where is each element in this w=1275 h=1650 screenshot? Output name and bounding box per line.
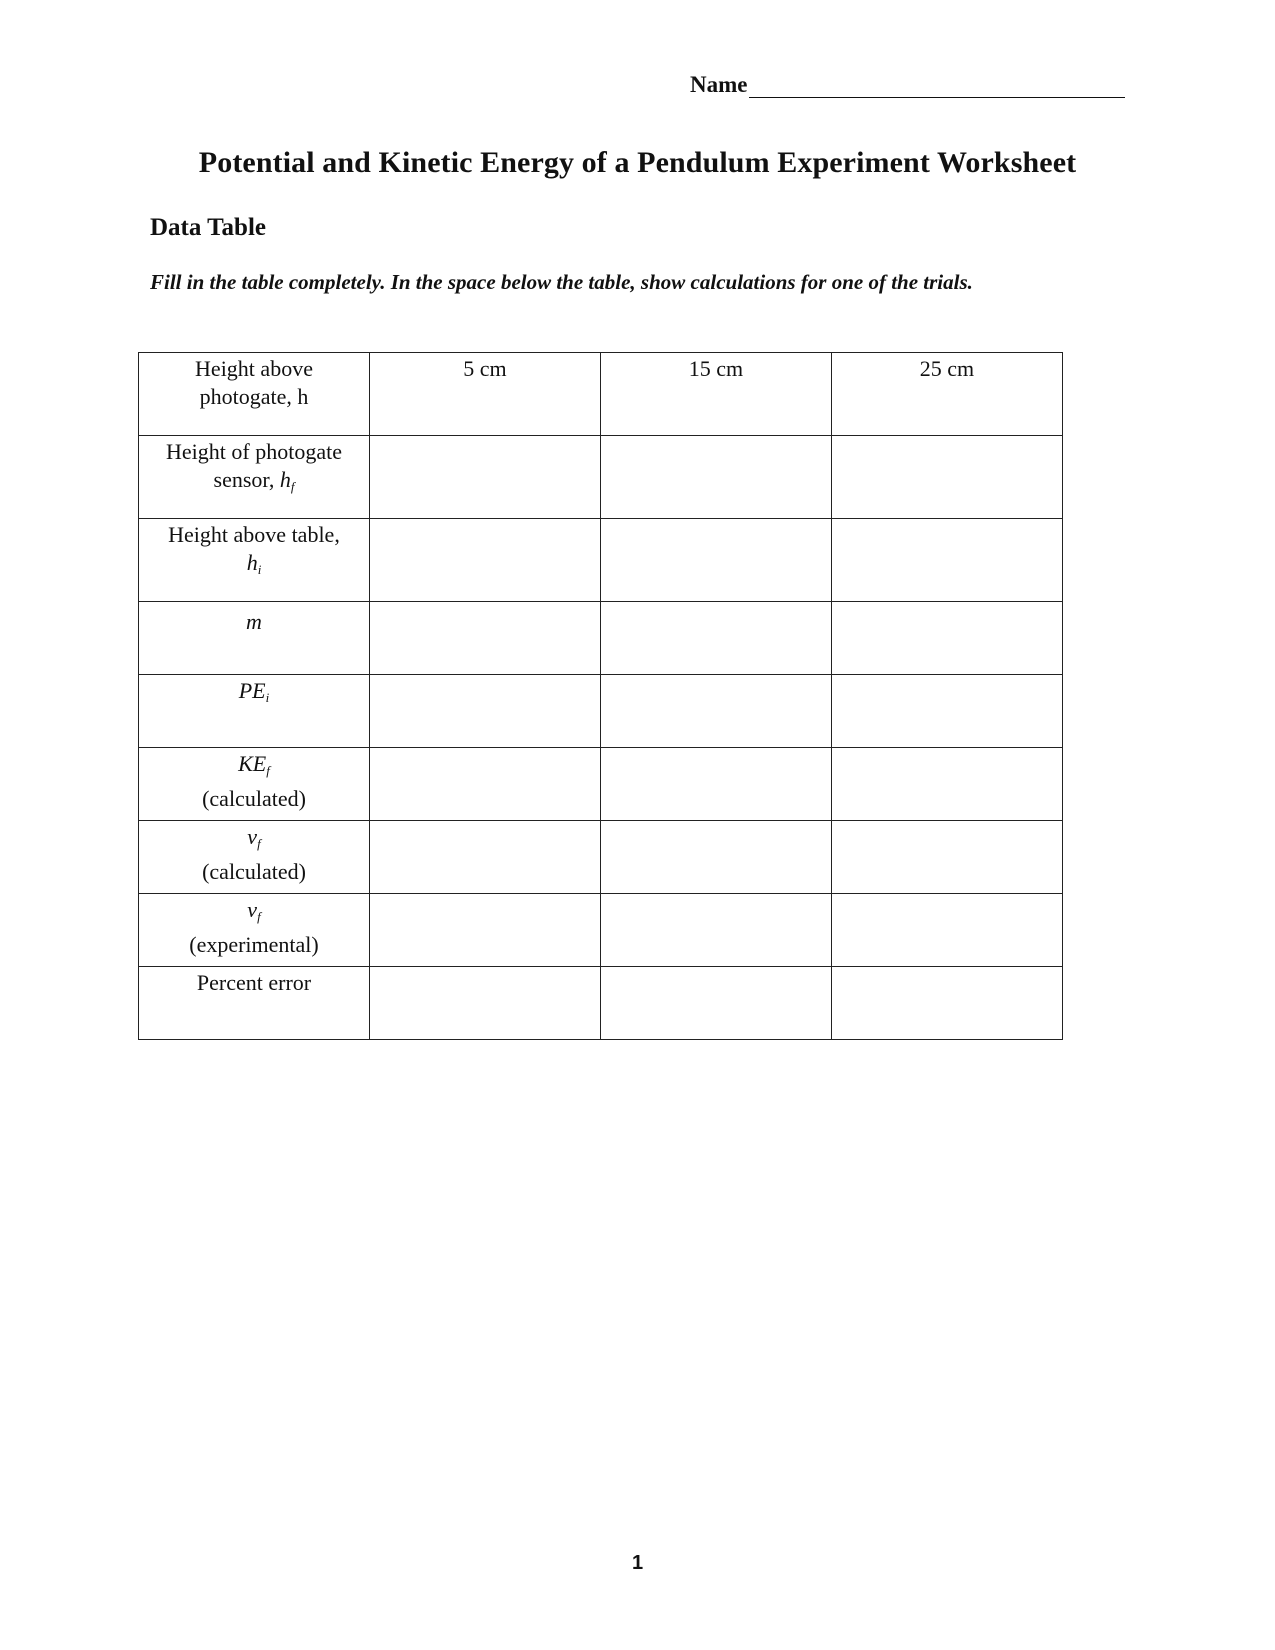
row-label-line (143, 896, 365, 931)
row-label (139, 436, 370, 519)
row-label-note: (experimental) (189, 932, 319, 957)
table-row (139, 748, 1063, 821)
row-symbol: h (279, 467, 291, 492)
row-symbol: v (247, 897, 258, 922)
data-cell[interactable] (832, 436, 1063, 519)
data-cell[interactable] (601, 894, 832, 967)
row-subscript: i (257, 562, 262, 577)
table-row (139, 894, 1063, 967)
row-label (139, 894, 370, 967)
row-label (139, 967, 370, 1040)
row-label-line: photogate, h (199, 384, 309, 409)
data-cell[interactable] (832, 894, 1063, 967)
row-label-line (143, 466, 365, 501)
row-subscript: f (290, 479, 295, 494)
page-number: 1 (631, 1552, 644, 1574)
data-cell[interactable] (370, 967, 601, 1040)
table-row (139, 602, 1063, 675)
row-label (139, 748, 370, 821)
section-heading: Data Table (150, 214, 267, 241)
data-cell[interactable] (370, 748, 601, 821)
data-cell[interactable] (601, 602, 832, 675)
data-cell[interactable] (370, 821, 601, 894)
column-header: 5 cm (370, 353, 601, 436)
row-symbol: KE (238, 751, 267, 776)
data-cell[interactable] (601, 748, 832, 821)
data-cell[interactable] (370, 894, 601, 967)
row-label-line (143, 604, 365, 636)
row-label-line (143, 750, 365, 785)
row-label (139, 353, 370, 436)
row-label (139, 675, 370, 748)
instructions: Fill in the table completely. In the space below the table, show calculations for one of the trials. (150, 270, 973, 294)
row-symbol: m (246, 609, 262, 634)
table-row (139, 821, 1063, 894)
name-label: Name (690, 72, 748, 97)
row-label-line: Height of photogate (166, 439, 342, 464)
data-cell[interactable] (370, 519, 601, 602)
data-cell[interactable] (370, 436, 601, 519)
data-cell[interactable] (601, 967, 832, 1040)
data-cell[interactable] (832, 748, 1063, 821)
data-cell[interactable] (370, 602, 601, 675)
row-label-line (143, 823, 365, 858)
row-label (139, 602, 370, 675)
row-label-note: (calculated) (202, 859, 306, 884)
row-subscript: i (265, 690, 270, 705)
data-table (138, 352, 1063, 1040)
data-cell[interactable] (601, 519, 832, 602)
table-row (139, 436, 1063, 519)
table-row (139, 353, 1063, 436)
row-label-line: Height above (195, 356, 313, 381)
row-label-note: (calculated) (202, 786, 306, 811)
table-row (139, 967, 1063, 1040)
name-blank-line[interactable] (749, 75, 1125, 98)
data-cell[interactable] (832, 602, 1063, 675)
data-cell[interactable] (601, 675, 832, 748)
row-label-line: Height above table, (168, 522, 340, 547)
row-symbol: h (246, 550, 258, 575)
row-label (139, 821, 370, 894)
row-subscript: f (257, 836, 261, 851)
data-cell[interactable] (832, 675, 1063, 748)
column-header: 15 cm (601, 353, 832, 436)
worksheet-title: Potential and Kinetic Energy of a Pendulum Experiment Worksheet (198, 146, 1077, 179)
data-cell[interactable] (601, 821, 832, 894)
data-cell[interactable] (832, 967, 1063, 1040)
row-label-line (143, 549, 365, 584)
data-cell[interactable] (832, 821, 1063, 894)
row-label-line: Percent error (196, 970, 312, 995)
data-cell[interactable] (832, 519, 1063, 602)
name-field[interactable] (690, 72, 1125, 98)
row-subscript: f (257, 909, 261, 924)
table-row (139, 675, 1063, 748)
row-label-text: sensor, (213, 467, 280, 492)
row-symbol: PE (238, 678, 266, 703)
row-label-line (143, 677, 365, 712)
row-symbol: v (247, 824, 258, 849)
data-cell[interactable] (601, 436, 832, 519)
row-subscript: f (266, 763, 270, 778)
data-cell[interactable] (370, 675, 601, 748)
table-row (139, 519, 1063, 602)
column-header: 25 cm (832, 353, 1063, 436)
row-label (139, 519, 370, 602)
